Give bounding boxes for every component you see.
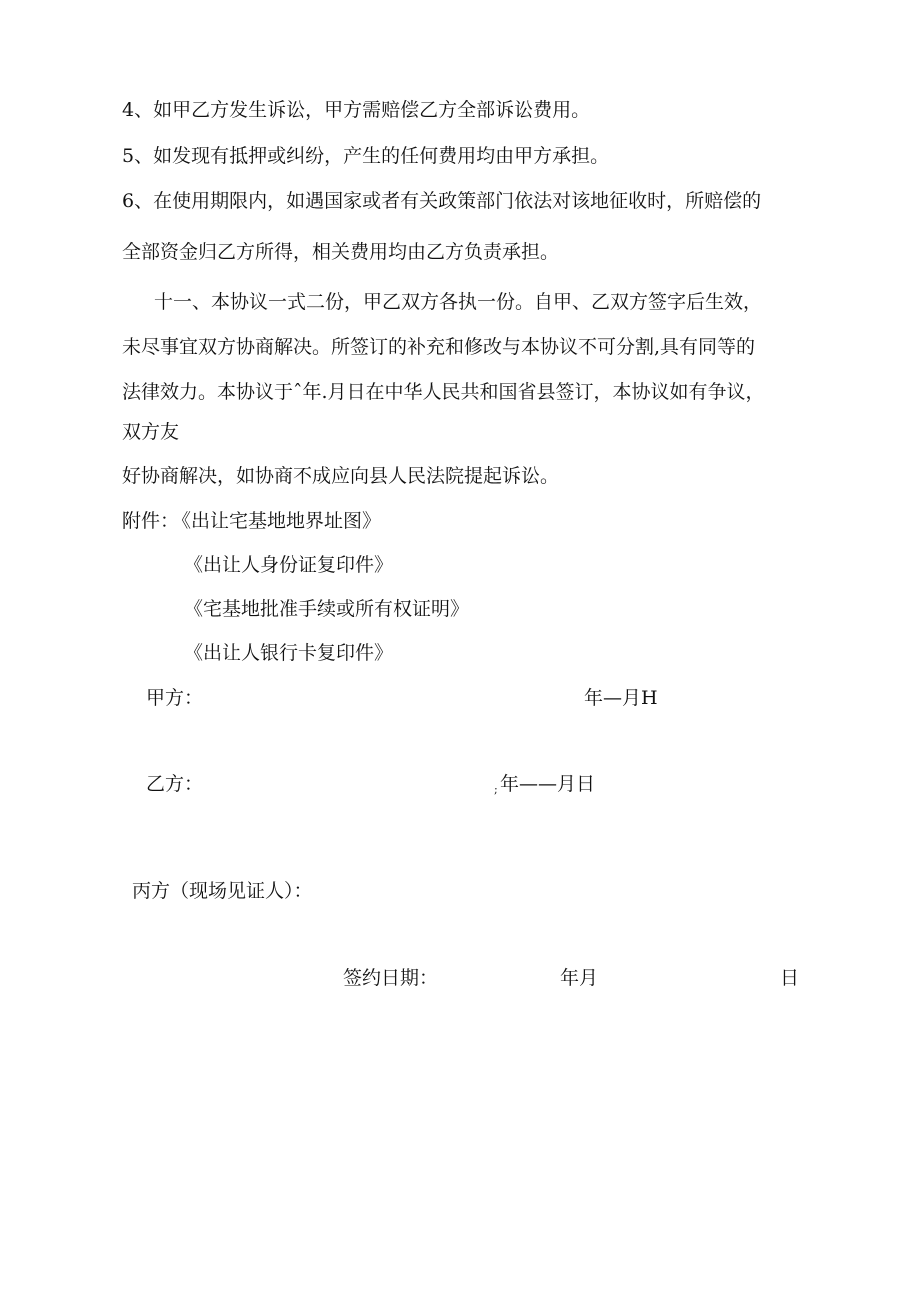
attachments-label: 附件： <box>122 510 180 532</box>
clause-item-6-line-1: 6、在使用期限内，如遇国家或者有关政策部门依法对该地征收时，所赔偿的 <box>122 190 762 212</box>
sign-date-label: 签约日期： <box>343 967 439 989</box>
party-c-label: 丙方（现场见证人）： <box>132 880 313 902</box>
clause-11-line-2: 未尽事宜双方协商解决。所签订的补充和修改与本协议不可分割,具有同等的 <box>122 336 756 358</box>
clause-11-line-3: 法律效力。本协议于ˆ年.月日在中华人民共和国省县签订，本协议如有争议， <box>122 381 765 403</box>
attachment-item: 《出让宅基地地界址图》 <box>172 510 382 532</box>
party-b-label: 乙方： <box>146 773 204 795</box>
clause-11-line-4: 双方友 <box>122 421 180 443</box>
clause-item-6-line-2: 全部资金归乙方所得，相关费用均由乙方负责承担。 <box>122 241 560 263</box>
attachment-item: 《出让人银行卡复印件》 <box>184 642 394 664</box>
sign-date-day: 日 <box>780 967 800 989</box>
clause-11-line-1: 十一、本协议一式二份，甲乙双方各执一份。自甲、乙双方签字后生效， <box>154 291 763 313</box>
party-b-mark: ; <box>494 783 498 796</box>
party-a-label: 甲方： <box>146 687 204 709</box>
clause-item-4: 4、如甲乙方发生诉讼，甲方需赔偿乙方全部诉讼费用。 <box>122 99 591 121</box>
clause-item-5: 5、如发现有抵押或纠纷，产生的任何费用均由甲方承担。 <box>122 145 610 167</box>
attachment-item: 《出让人身份证复印件》 <box>184 554 394 576</box>
party-a-date: 年—月H <box>584 687 658 709</box>
clause-11-line-5: 好协商解决，如协商不成应向县人民法院提起诉讼。 <box>122 465 560 487</box>
sign-date-year-month: 年月 <box>560 967 599 989</box>
party-b-date: 年——月日 <box>500 773 596 795</box>
attachment-item: 《宅基地批准手续或所有权证明》 <box>184 598 470 620</box>
